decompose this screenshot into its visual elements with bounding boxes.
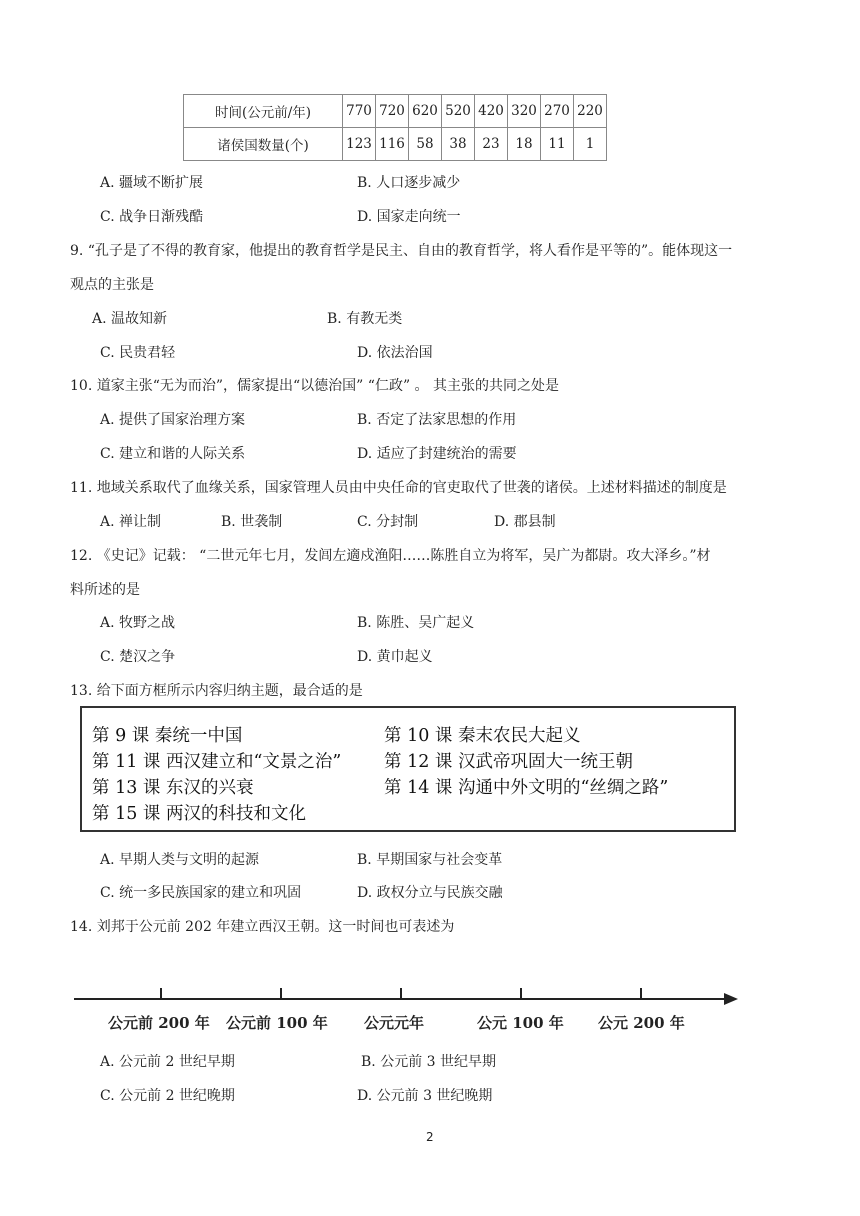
table-cell: 420 bbox=[475, 95, 508, 128]
table-cell: 520 bbox=[442, 95, 475, 128]
table-cell: 720 bbox=[376, 95, 409, 128]
q8-option-d: D. 国家走向统一 bbox=[357, 209, 461, 225]
q9-stem-line1: 9. “孔子是了不得的教育家，他提出的教育哲学是民主、自由的教育哲学，将人看作是平等的”。能体现这一 bbox=[70, 243, 733, 259]
q8-option-a: A. 疆域不断扩展 bbox=[100, 175, 204, 191]
timeline-label: 公元元年 bbox=[364, 1014, 425, 1032]
timeline-axis bbox=[72, 985, 742, 1009]
q9-option-c: C. 民贵君轻 bbox=[100, 345, 176, 361]
q10-stem: 10. 道家主张“无为而治”，儒家提出“以德治国” “仁政” 。 其主张的共同之处是 bbox=[70, 378, 560, 394]
page-number: 2 bbox=[426, 1130, 434, 1144]
timeline-label: 公元 100 年 bbox=[477, 1014, 564, 1032]
table-cell: 58 bbox=[409, 128, 442, 161]
q10-option-c: C. 建立和谐的人际关系 bbox=[100, 446, 246, 462]
q11-option-d: D. 郡县制 bbox=[494, 514, 556, 530]
q13-option-a: A. 早期人类与文明的起源 bbox=[100, 852, 260, 868]
table-row-label: 时间(公元前/年) bbox=[184, 95, 343, 128]
table-cell: 116 bbox=[376, 128, 409, 161]
timeline-arrow-icon bbox=[724, 993, 738, 1005]
table-cell: 620 bbox=[409, 95, 442, 128]
q13-option-b: B. 早期国家与社会变革 bbox=[357, 852, 503, 868]
table-row bbox=[184, 95, 607, 128]
lesson-item: 第 10 课 秦末农民大起义 bbox=[384, 726, 581, 746]
timeline-label: 公元 200 年 bbox=[598, 1014, 685, 1032]
q13-option-c: C. 统一多民族国家的建立和巩固 bbox=[100, 885, 302, 901]
q11-option-b: B. 世袭制 bbox=[221, 514, 283, 530]
timeline-label: 公元前 200 年 bbox=[108, 1014, 210, 1032]
table-cell: 220 bbox=[574, 95, 607, 128]
q12-option-d: D. 黄巾起义 bbox=[357, 649, 433, 665]
table-cell: 770 bbox=[343, 95, 376, 128]
q9-stem-line2: 观点的主张是 bbox=[70, 277, 154, 293]
q10-option-a: A. 提供了国家治理方案 bbox=[100, 412, 246, 428]
q9-option-a: A. 温故知新 bbox=[92, 311, 168, 327]
q12-option-a: A. 牧野之战 bbox=[100, 615, 176, 631]
table-cell: 1 bbox=[574, 128, 607, 161]
q9-option-d: D. 依法治国 bbox=[357, 345, 433, 361]
vassal-states-table bbox=[183, 94, 607, 161]
q12-option-b: B. 陈胜、吴广起义 bbox=[357, 615, 475, 631]
table-cell: 11 bbox=[541, 128, 574, 161]
table-cell: 270 bbox=[541, 95, 574, 128]
q14-option-c: C. 公元前 2 世纪晚期 bbox=[100, 1088, 235, 1104]
table-row-label: 诸侯国数量(个) bbox=[184, 128, 343, 161]
timeline-label: 公元前 100 年 bbox=[226, 1014, 328, 1032]
table-cell: 18 bbox=[508, 128, 541, 161]
lesson-list-box bbox=[80, 706, 736, 832]
q10-option-d: D. 适应了封建统治的需要 bbox=[357, 446, 517, 462]
table-cell: 23 bbox=[475, 128, 508, 161]
q11-option-a: A. 禅让制 bbox=[100, 514, 162, 530]
lesson-item: 第 14 课 沟通中外文明的“丝绸之路” bbox=[384, 778, 669, 798]
table-cell: 320 bbox=[508, 95, 541, 128]
lesson-item: 第 11 课 西汉建立和“文景之治” bbox=[92, 752, 342, 772]
table-cell: 38 bbox=[442, 128, 475, 161]
lesson-item: 第 12 课 汉武帝巩固大一统王朝 bbox=[384, 752, 633, 772]
q14-option-a: A. 公元前 2 世纪早期 bbox=[100, 1054, 235, 1070]
q14-option-b: B. 公元前 3 世纪早期 bbox=[361, 1054, 496, 1070]
q11-stem: 11. 地域关系取代了血缘关系，国家管理人员由中央任命的官吏取代了世袭的诸侯。上述材料描述的制度是 bbox=[70, 480, 727, 496]
q12-option-c: C. 楚汉之争 bbox=[100, 649, 176, 665]
lesson-item: 第 15 课 两汉的科技和文化 bbox=[92, 804, 306, 824]
q12-stem-line2: 料所述的是 bbox=[70, 582, 140, 598]
lesson-item: 第 9 课 秦统一中国 bbox=[92, 726, 243, 746]
table-cell: 123 bbox=[343, 128, 376, 161]
q14-stem: 14. 刘邦于公元前 202 年建立西汉王朝。这一时间也可表述为 bbox=[70, 919, 455, 935]
q12-stem-line1: 12. 《史记》记载： “二世元年七月，发闾左適戍渔阳……陈胜自立为将军，吴广为都尉。攻大泽乡。”材 bbox=[70, 548, 711, 564]
q13-option-d: D. 政权分立与民族交融 bbox=[357, 885, 503, 901]
q9-option-b: B. 有教无类 bbox=[327, 311, 403, 327]
q13-stem: 13. 给下面方框所示内容归纳主题，最合适的是 bbox=[70, 683, 363, 699]
q10-option-b: B. 否定了法家思想的作用 bbox=[357, 412, 517, 428]
q11-option-c: C. 分封制 bbox=[357, 514, 419, 530]
table-row bbox=[184, 128, 607, 161]
q8-option-c: C. 战争日渐残酷 bbox=[100, 209, 204, 225]
lesson-item: 第 13 课 东汉的兴衰 bbox=[92, 778, 254, 798]
q14-option-d: D. 公元前 3 世纪晚期 bbox=[357, 1088, 493, 1104]
q8-option-b: B. 人口逐步减少 bbox=[357, 175, 461, 191]
